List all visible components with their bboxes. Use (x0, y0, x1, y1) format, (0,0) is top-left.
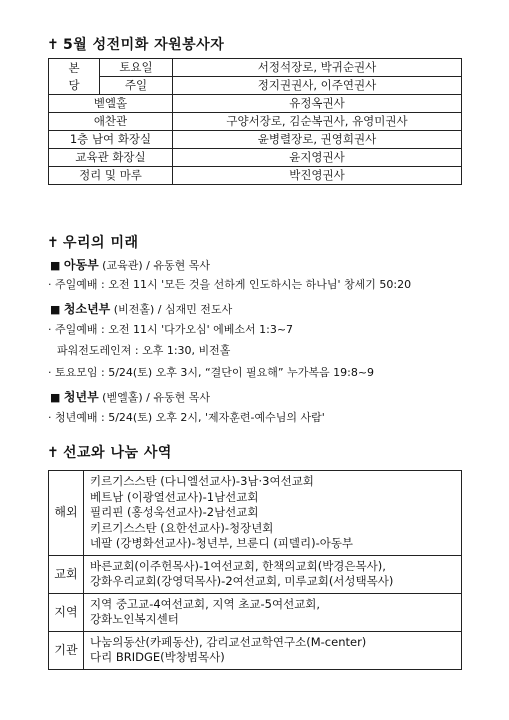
area-cell: 1층 남여 화장실 (49, 131, 173, 149)
category-cell: 해외 (49, 471, 84, 556)
area-cell: 애찬관 (49, 113, 173, 131)
bullet-icon: ■ (50, 303, 61, 316)
names-cell: 유정옥권사 (173, 95, 462, 113)
category-cell: 기관 (49, 631, 84, 669)
area-cell: 교육관 화장실 (49, 149, 173, 167)
table-row (49, 593, 462, 631)
schedule-line: · 주일예배 : 오전 11시 '다가오심' 에베소서 1:3~7 (48, 323, 294, 336)
table-row (49, 631, 462, 669)
bullet-icon: ■ (50, 259, 61, 272)
schedule-line: 파워전도레인져 : 오후 1:30, 비전홀 (57, 344, 231, 357)
missions-table (48, 470, 462, 670)
group-heading: ■ 청년부 (벧엘홀) / 유동현 목사 (50, 390, 210, 404)
table-row (49, 77, 462, 95)
names-cell: 정지권권사, 이주연권사 (173, 77, 462, 95)
category-cell: 교회 (49, 555, 84, 593)
table-row (49, 59, 462, 77)
mission-list-cell: 지역 중고교-4여선교회, 지역 초교-5여선교회, 강화노인복지센터 (84, 593, 462, 631)
cross-icon: ✝ (47, 235, 60, 251)
category-cell: 지역 (49, 593, 84, 631)
names-cell: 박진영권사 (173, 167, 462, 185)
mission-list-cell: 키르기스스탄 (다니엘선교사)-3남·3여선교회 베트남 (이광열선교사)-1남선교회 필리핀 (홍성욱선교사)-2남선교회 키르기스스탄 (요한선교사)-청장년회 네팔 (강병화선교사)-청년부, 브룬디 (피델리)-아동부 (84, 471, 462, 556)
schedule-line: · 청년예배 : 5/24(토) 오후 2시, '제자훈련-예수님의 사람' (48, 411, 325, 424)
area-cell: 정리 및 마루 (49, 167, 173, 185)
schedule-line: · 주일예배 : 오전 11시 '모든 것을 선하게 인도하시는 하나님' 창세기 50:20 (48, 278, 412, 291)
cross-icon: ✝ (47, 37, 60, 53)
bondang-cell: 본 당 (49, 59, 100, 95)
table-row (49, 149, 462, 167)
table-row (49, 95, 462, 113)
mission-list-cell: 나눔의동산(카페동산), 감리교선교학연구소(M-center) 다리 BRIDGE(박창범목사) (84, 631, 462, 669)
area-cell: 주일 (100, 77, 173, 95)
schedule-line: · 토요모임 : 5/24(토) 오후 3시, “결단이 필요해” 누가복음 19:8~9 (48, 366, 375, 379)
area-cell: 벧엘홀 (49, 95, 173, 113)
volunteers-table (48, 58, 462, 185)
mission-list-cell: 바른교회(이주헌목사)-1여선교회, 한책의교회(박경은목사), 강화우리교회(강영덕목사)-2여선교회, 미루교회(서성택목사) (84, 555, 462, 593)
group-heading: ■ 청소년부 (비전홀) / 심재민 전도사 (50, 302, 233, 316)
group-heading: ■ 아동부 (교육관) / 유동현 목사 (50, 258, 210, 272)
table-row (49, 167, 462, 185)
future-section-title: ✝ 우리의 미래 (47, 235, 139, 251)
missions-section-title: ✝ 선교와 나눔 사역 (47, 445, 172, 461)
names-cell: 서정석장로, 박귀순권사 (173, 59, 462, 77)
cross-icon: ✝ (47, 445, 60, 461)
table-row (49, 113, 462, 131)
names-cell: 윤지영권사 (173, 149, 462, 167)
names-cell: 구양서장로, 김순복권사, 유영미권사 (173, 113, 462, 131)
table-row (49, 471, 462, 556)
bullet-icon: ■ (50, 391, 61, 404)
table-row (49, 131, 462, 149)
area-cell: 토요일 (100, 59, 173, 77)
names-cell: 윤병렬장로, 권영희권사 (173, 131, 462, 149)
volunteers-section-title: ✝ 5월 성전미화 자원봉사자 (47, 37, 225, 53)
table-row (49, 555, 462, 593)
